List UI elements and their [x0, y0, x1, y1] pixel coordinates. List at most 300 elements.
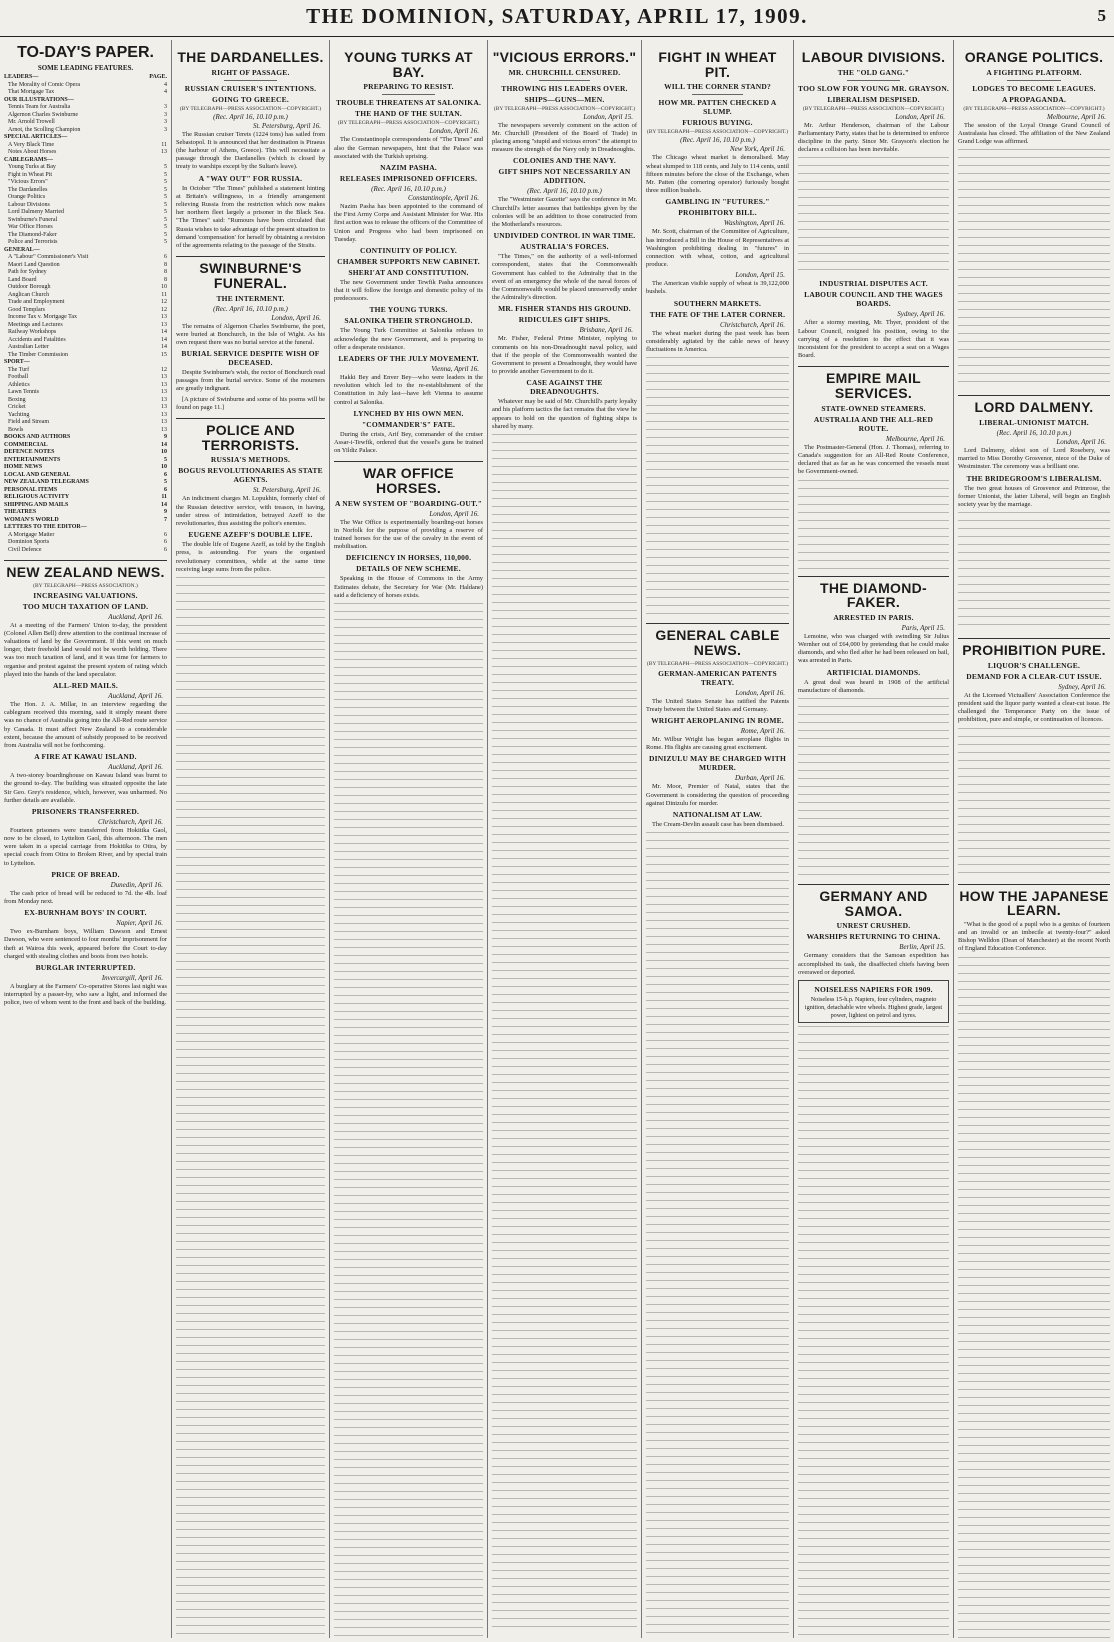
section-subhead: GIFT SHIPS NOT NECESSARILY AN ADDITION. — [498, 167, 631, 186]
article-body: The "Westminster Gazette" says the conference in Mr. Churchill's letter assumes that battleships given by the colonies will be an addition to those constructed from the Motherland's resources. — [492, 196, 637, 228]
section-subhead: DEFICIENCY IN HORSES, 110,000. — [345, 553, 472, 563]
section-subhead: UNDIVIDED CONTROL IN WAR TIME. — [493, 231, 636, 241]
toc-heading: TO-DAY'S PAPER. — [17, 44, 154, 61]
divider — [224, 80, 276, 81]
nz-story-body: A burglary at the Farmers' Co-operative Stores last night was interrupted by a passer-by, who saw a light, and informed the police, two of whom went to the front and back of the building. — [4, 982, 167, 1007]
toc-entry-title: Trade and Employment — [8, 299, 65, 305]
toc-entry — [4, 127, 167, 135]
section-subhead: THE FATE OF THE LATER CORNER. — [649, 309, 786, 319]
article-body: "The Times," on the authority of a well-informed correspondent, states that the Commonwealth Government has cabled to the Admiralty that in the event of an emergency the whole of the naval forces of the Commonwealth would be placed unreservedly under the Admiralty's direction. — [492, 253, 637, 302]
toc-entry — [4, 509, 167, 517]
section-subhead: THE BRIDEGROOM'S LIBERALISM. — [966, 473, 1102, 483]
section-subhead: COLONIES AND THE NAVY. — [512, 156, 617, 166]
police-terrorists-headline: POLICE AND TERRORISTS. — [176, 418, 325, 452]
dardanelles-sub-3: GOING TO GREECE. — [212, 94, 289, 104]
section-subhead: NAZIM PASHA. — [380, 162, 437, 172]
article-body: "What is the good of a pupil who is a genius of fourteen and an invalid or an imbecile at twenty-four?" asked Bishop Welldon (Dean of Manchester) at the recent North of England Education Conference. — [958, 920, 1110, 953]
toc-entry-page: 3 — [164, 126, 167, 133]
section-subhead: WILL THE CORNER STAND? — [664, 82, 771, 92]
toc-entry-title: Land Board — [8, 276, 37, 283]
section-subhead: A "WAY OUT" FOR RUSSIA. — [198, 173, 303, 183]
dateline: Melbourne, April 16. — [1047, 112, 1106, 121]
toc-entry-title: Cricket — [8, 404, 26, 410]
toc-entry — [4, 299, 167, 307]
article-body: An indictment charges M. Lopukhin, formerly chief of the Russian detective service, with treason, in having, under stress of intimidation, betrayed Azeff to the revolutionaries, thus assisting the police's enemies. — [176, 495, 325, 527]
section-subhead: INDUSTRIAL DISPUTES ACT. — [819, 279, 928, 289]
toc-entry-page: 6 — [164, 539, 167, 545]
napier-advertisement — [798, 980, 949, 1023]
section-subhead: GERMAN-AMERICAN PATENTS TREATY. — [658, 668, 777, 687]
dardanelles-headline: THE DARDANELLES. — [177, 49, 324, 65]
article-body: Speaking in the House of Commons in the Army Estimates debate, the Secretary for War (Mr. Haldane) said a deficiency of horses exists. — [334, 575, 483, 599]
nz-story — [4, 681, 167, 750]
toc-entry-page: 13 — [161, 396, 167, 403]
toc-entry-page: 6 — [164, 471, 167, 478]
toc-entry-title: Swinburne's Funeral — [8, 216, 58, 223]
dateline: Paris, April 15. — [901, 623, 945, 632]
section-subhead: WARSHIPS RETURNING TO CHINA. — [806, 932, 941, 942]
nz-story-body: A two-storey boardinghouse on Kawau Island was burnt to the ground to-day. The building was situated opposite the late Sir Geo. Grey's residence, which, however, was unharmed. No further details are available. — [4, 772, 167, 804]
toc-entry-title: ENTERTAINMENTS — [4, 456, 61, 463]
toc-entry-page: 3 — [164, 104, 167, 110]
dateline: London, April 16. — [429, 509, 479, 518]
toc-entry-title: War Office Horses — [8, 224, 53, 230]
toc-entry — [4, 172, 167, 180]
toc-entry-title: SPECIAL ARTICLES— — [4, 134, 68, 140]
dateline: Melbourne, April 16. — [886, 434, 945, 443]
nz-story — [4, 870, 167, 906]
toc-entry-page: 5 — [164, 479, 167, 485]
toc-entry-page: 5 — [164, 201, 167, 208]
toc-entry-title: Bowls — [8, 426, 24, 433]
nz-stories — [4, 591, 167, 1008]
column-orange-politics — [954, 40, 1114, 1638]
toc-entry — [4, 524, 167, 532]
toc-entry — [4, 292, 167, 300]
toc-entry-title: The Morality of Comic Opera — [8, 81, 80, 88]
toc-entry-title: CABLEGRAMS— — [4, 156, 54, 163]
toc-entry-page: 8 — [164, 276, 167, 283]
toc-entry — [4, 457, 167, 465]
toc-entry-page: 11 — [161, 494, 167, 500]
toc-entry-page: 5 — [164, 194, 167, 200]
toc-entry — [4, 337, 167, 345]
toc-entry-title: A Very Black Time — [8, 141, 55, 148]
toc-entry-page: 14 — [161, 329, 167, 335]
article-body: After a stormy meeting, Mr. Thyer, president of the Labour Council, resigned his position, owing to the carrying of a resolution to the effect that it was inconsistent for the president to accept a seat on a Wages Board. — [798, 319, 949, 360]
labour-divisions-headline: LABOUR DIVISIONS. — [801, 49, 946, 65]
column-labour-divisions — [794, 40, 954, 1638]
dateline: London, April 15. — [735, 271, 785, 280]
section-subhead: NATIONALISM AT LAW. — [672, 809, 763, 819]
toc-entry-page: 12 — [161, 306, 167, 313]
toc-entry — [4, 149, 167, 157]
toc-entry-title: The Timber Commission — [8, 351, 69, 358]
dateline: London, April 15. — [583, 112, 633, 121]
article-body: Despite Swinburne's wish, the rector of Bonchurch read passages from the burial service. Some of the mourners are greatly indignant. — [176, 369, 325, 393]
article-body: Germany considers that the Samoan expedition has accomplished its task, the disaffected chiefs having been overawed or deported. — [798, 952, 949, 976]
column-text-lines — [646, 832, 789, 1638]
nz-story-head: BURGLAR INTERRUPTED. — [35, 962, 136, 972]
nz-story-body: Fourteen prisoners were transferred from Hokitika Gaol, now to be closed, to Lyttelton Gaol, this afternoon. The men were taken in a special carriage from Hokitika to Otira, by special coach from Otira to Broken River, and by special train to Lyttelton. — [4, 826, 167, 867]
toc-entry-title: SPORT— — [4, 359, 30, 365]
toc-entry-page: 5 — [164, 216, 167, 223]
section-subhead: "COMMANDER'S" FATE. — [361, 419, 456, 429]
nz-story-head: ALL-RED MAILS. — [53, 681, 118, 690]
dateline: London, April 16. — [1056, 437, 1106, 446]
toc-entry-page: 12 — [161, 299, 167, 305]
toc-entry-page: 6 — [164, 546, 167, 553]
nz-story-head: A FIRE AT KAWAU ISLAND. — [34, 752, 137, 762]
column-young-turks — [330, 40, 488, 1638]
toc-entry-page: 13 — [161, 389, 167, 395]
toc-entry-title: Labour Divisions — [8, 201, 50, 208]
dateline: Washington, April 16. — [723, 219, 785, 228]
diamond-faker-headline: THE DIAMOND-FAKER. — [798, 576, 949, 610]
toc-entry-page: 5 — [164, 231, 167, 238]
toc-entry-page: 5 — [164, 209, 167, 215]
article-body: The Russian cruiser Terets (1224 tons) has sailed from Sebastopol. It is announced that her destination is Piraeus (the harbour of Athens, Greece). This will necessitate a passage through the Dardanelles (which is closed by treaty to warships except by the Sultan's leave). — [176, 130, 325, 171]
article-body: The wheat market during the past week has been considerably agitated by the cable news of heavy fluctuations in America. — [646, 329, 789, 353]
toc-entry-page: 7 — [164, 516, 167, 523]
toc-leaders-label: LEADERS— — [4, 74, 39, 80]
column-text-lines — [958, 149, 1110, 389]
section-subhead: LIQUOR'S CHALLENGE. — [987, 660, 1081, 670]
article-body: The newspapers severely comment on the action of Mr. Churchill (President of the Board of Trade) in placing among "stupid and vicious errors" the attempt to measure the strength of the Navy only in Dreadnoughts. — [492, 121, 637, 154]
vicious-errors-headline: "VICIOUS ERRORS." — [492, 49, 637, 65]
nz-story — [4, 908, 167, 961]
toc-entry-page: 6 — [164, 254, 167, 260]
toc-entry-title: Income Tax v. Mortgage Tax — [8, 314, 78, 320]
toc-entry-title: COMMERCIAL — [4, 441, 48, 448]
section-subhead: RELEASES IMPRISONED OFFICERS. — [339, 173, 478, 183]
toc-entry-page: 14 — [161, 441, 167, 448]
prohibition-pure-headline: PROHIBITION PURE. — [958, 638, 1110, 658]
toc-entry — [4, 329, 167, 337]
toc-entry — [4, 449, 167, 457]
column-text-lines — [798, 157, 949, 277]
toc-entry-page: 8 — [164, 269, 167, 275]
toc-page-label: PAGE. — [149, 74, 167, 80]
toc-entry-title: That Mortgage Tax — [8, 89, 55, 95]
section-subhead: LYNCHED BY HIS OWN MEN. — [353, 408, 464, 418]
toc-entry-title: Path for Sydney — [8, 269, 47, 275]
toc-entry-title: SHIPPING AND MAILS — [4, 501, 69, 508]
press-credit: (BY TELEGRAPH—PRESS ASSOCIATION—COPYRIGHT.) — [963, 105, 1105, 112]
toc-entry-title: Police and Terrorists — [8, 239, 58, 245]
column-text-lines — [798, 698, 949, 878]
section-subhead: BOGUS REVOLUTIONARIES AS STATE AGENTS. — [178, 466, 323, 485]
column-text-lines — [958, 728, 1110, 878]
section-subhead: BURIAL SERVICE DESPITE WISH OF DECEASED. — [181, 349, 320, 368]
nz-story-head: PRISONERS TRANSFERRED. — [31, 806, 140, 816]
toc-entry-title: RELIGIOUS ACTIVITY — [4, 494, 70, 500]
section-subhead: HOW MR. PATTEN CHECKED A SLUMP. — [658, 98, 777, 117]
press-credit: (BY TELEGRAPH—PRESS ASSOCIATION—COPYRIGHT.) — [802, 105, 945, 112]
toc-entry-page: 14 — [161, 344, 167, 350]
toc-entry-title: HOME NEWS — [4, 464, 43, 470]
toc-entry — [4, 487, 167, 495]
toc-entry-title: Dominion Sports — [8, 539, 50, 545]
toc-entry — [4, 157, 167, 165]
toc-entry-page: 13 — [161, 374, 167, 380]
article-body: The session of the Loyal Orange Grand Council of Australasia has closed. The affiliation of the New Zealand Grand Lodge was affirmed. — [958, 121, 1110, 146]
column-text-lines — [958, 512, 1110, 632]
dateline: Rome, April 16. — [740, 726, 785, 735]
section-subhead: ARTIFICIAL DIAMONDS. — [826, 667, 921, 677]
toc-entry-title: Boxing — [8, 396, 26, 403]
toc-entry-title: NEW ZEALAND TELEGRAMS — [4, 479, 89, 485]
toc-entry-title: The Dardanelles — [8, 186, 48, 193]
toc-entry-page: 5 — [164, 456, 167, 463]
toc-entry — [4, 232, 167, 240]
received-date: (Rec. April 16, 10.10 p.m.) — [996, 428, 1072, 437]
nz-story-body: At a meeting of the Farmers' Union to-day, the president (Colonel Allen Bell) drew attention to the continual increase of valuations of land by the Government. If this went on much longer, their freehold land would not be worth holding. There was too much taxation of land, and it was time for farmers to organise and protest against the present system of rating which played into the hands of the land speculator. — [4, 621, 167, 678]
toc-entry-page: 11 — [161, 141, 167, 148]
toc-entry-page: 3 — [164, 111, 167, 118]
article-body: The Postmaster-General (Hon. J. Thomas), referring to Canada's suggestion for an All-Red Route Conference, declared that as far as he was concerned the vessels must be Government-owned. — [798, 443, 949, 476]
toc-entry — [4, 89, 167, 97]
toc-entry-title: OUR ILLUSTRATIONS— — [4, 96, 74, 103]
toc-entry-title: BOOKS AND AUTHORS — [4, 434, 71, 440]
lord-dalmeny-headline: LORD DALMENY. — [958, 395, 1110, 415]
toc-entry-title: Railway Workshops — [8, 329, 57, 335]
nz-story-subhead: TOO MUCH TAXATION OF LAND. — [22, 601, 149, 611]
section-subhead: THE YOUNG TURKS. — [369, 305, 448, 315]
toc-entry-page: 5 — [164, 186, 167, 193]
divider — [1007, 80, 1060, 81]
toc-entry — [4, 479, 167, 487]
toc-entry — [4, 134, 167, 142]
toc-entry — [4, 359, 167, 367]
dateline: London, April 16. — [895, 112, 945, 121]
toc-entry — [4, 532, 167, 540]
toc-entry — [4, 442, 167, 450]
toc-list — [4, 82, 167, 555]
toc-entry-title: Lord Dalmeny Married — [8, 209, 64, 215]
toc-entry-page: 14 — [161, 501, 167, 508]
toc-entry-title: LOCAL AND GENERAL — [4, 471, 71, 478]
section-subhead: WRIGHT AEROPLANING IN ROME. — [651, 715, 784, 725]
dateline: London, April 16. — [429, 127, 479, 136]
toc-entry-title: Outdoor Borough — [8, 284, 51, 290]
dateline: Vienna, April 16. — [431, 365, 479, 373]
divider — [539, 80, 590, 81]
column-text-lines — [798, 480, 949, 570]
dateline: Sydney, April 16. — [897, 310, 945, 319]
japanese-learn-headline: HOW THE JAPANESE LEARN. — [958, 884, 1110, 918]
article-body: Hakki Bey and Enver Bey—who were leaders in the revolution which led to the re-establishment of the Constitution in July last—have left Vienna to assume control at Salonika. — [334, 374, 483, 406]
germany-samoa-headline: GERMANY AND SAMOA. — [798, 884, 949, 918]
war-office-horses-headline: WAR OFFICE HORSES. — [334, 461, 483, 495]
article-note: [A picture of Swinburne and some of his poems will be found on page 11.] — [176, 395, 325, 411]
toc-entry-title: Mr. Arnold Trowell — [8, 119, 55, 125]
toc-entry-page: 13 — [161, 314, 167, 320]
toc-entry-title: Football — [8, 374, 29, 380]
press-credit: (BY TELEGRAPH—PRESS ASSOCIATION—COPYRIGHT.) — [646, 129, 789, 136]
toc-entry-page: 13 — [161, 404, 167, 410]
toc-entry — [4, 119, 167, 127]
dateline: Christchurch, April 16. — [720, 320, 785, 329]
toc-entry-page: 11 — [161, 291, 167, 298]
section-subhead: DINIZULU MAY BE CHARGED WITH MURDER. — [648, 754, 786, 773]
toc-entry-page: 4 — [164, 89, 167, 95]
nz-story-dateline: Christchurch, April 16. — [98, 817, 163, 826]
toc-entry — [4, 179, 167, 187]
dateline: St. Petersburg, April 16. — [252, 121, 321, 130]
toc-entry — [4, 412, 167, 420]
section-subhead: A PROPAGANDA. — [1001, 94, 1067, 104]
toc-entry-page: 9 — [164, 434, 167, 440]
section-subhead: TROUBLE THREATENS AT SALONIKA. — [335, 98, 482, 108]
article-body: Nazim Pasha has been appointed to the command of the First Army Corps and Assistant Minister for War. His first action was to release the officers of the Committee of Union and Progress who had been imprisoned on Tuesday. — [334, 202, 483, 243]
toc-entry-title: The Turf — [8, 366, 30, 373]
section-subhead: LODGES TO BECOME LEAGUES. — [972, 83, 1096, 93]
nz-story — [4, 752, 167, 805]
toc-entry — [4, 397, 167, 405]
section-subhead: A NEW SYSTEM OF "BOARDING-OUT." — [334, 498, 483, 508]
toc-entry — [4, 494, 167, 502]
toc-entry — [4, 307, 167, 315]
article-body: The remains of Algernon Charles Swinburne, the poet, were buried at Bonchurch, in the Isle of Wight. As his own request there was no burial service at the funeral. — [176, 322, 325, 346]
nz-story-body: The cash price of bread will be reduced to 7d. the 4lb. loaf from Monday next. — [4, 889, 167, 905]
toc-entry-page: 5 — [164, 239, 167, 245]
toc-entry — [4, 502, 167, 510]
toc-entry — [4, 217, 167, 225]
section-subhead: THE "OLD GANG." — [837, 67, 910, 77]
toc-entry — [4, 239, 167, 247]
nz-story — [4, 963, 167, 1008]
toc-entry — [4, 202, 167, 210]
toc-entry-page: 13 — [161, 381, 167, 388]
column-text-lines — [798, 1026, 949, 1638]
article-body: Whatever may be said of Mr. Churchill's party loyalty and his platform tactics the fact remains that the view he appears to hold on the question of fighting ships is shared by many. — [492, 398, 637, 430]
dateline: Berlin, April 15. — [899, 943, 945, 952]
nz-story-head: PRICE OF BREAD. — [51, 869, 120, 879]
column-contents — [0, 40, 172, 1638]
section-subhead: TOO SLOW FOR YOUNG MR. GRAYSON. — [798, 83, 950, 93]
general-cable-news-headline: GENERAL CABLE NEWS. — [646, 623, 789, 657]
toc-entry — [4, 187, 167, 195]
toc-entry — [4, 247, 167, 255]
column-wheat-pit — [642, 40, 794, 1638]
toc-entry — [4, 142, 167, 150]
toc-entry — [4, 419, 167, 427]
page-number: 5 — [1097, 6, 1106, 25]
toc-entry-page: 13 — [161, 321, 167, 328]
toc-entry-title: GENERAL— — [4, 246, 40, 253]
toc-leaders-row — [4, 74, 167, 82]
column-text-lines — [176, 577, 325, 1638]
toc-entry-page: 10 — [161, 464, 167, 470]
toc-entry — [4, 374, 167, 382]
section-subhead: GAMBLING IN "FUTURES." — [665, 197, 770, 207]
nz-news-credit: (BY TELEGRAPH—PRESS ASSOCIATION.) — [33, 582, 138, 589]
nz-story — [4, 591, 167, 679]
nz-story-body: Two ex-Burnham boys, William Dawson and Ernest Dawson, who were sentenced to four months' imprisonment for theft at Wairoa this week, appeared before the Court to-day charged with stealing clothes and boots from two hotels. — [4, 928, 167, 960]
section-subhead: RUSSIA'S METHODS. — [210, 455, 291, 465]
toc-entry — [4, 404, 167, 412]
toc-entry-page: 6 — [164, 486, 167, 493]
dateline: Durban, April 16. — [734, 774, 785, 783]
toc-entry-title: Anglican Church — [8, 291, 50, 298]
nz-story-head: INCREASING VALUATIONS. — [33, 590, 138, 600]
toc-entry-title: A Mortgage Matter — [8, 531, 55, 538]
toc-entry — [4, 254, 167, 262]
toc-entry — [4, 382, 167, 390]
press-credit: (BY TELEGRAPH—PRESS ASSOCIATION—COPYRIGHT.) — [179, 105, 322, 112]
toc-entry-page: 13 — [161, 426, 167, 433]
article-body: The Young Turk Committee at Salonika refuses to acknowledge the new Government, and is preparing to offer a desperate resistance. — [334, 327, 483, 351]
toc-entry-title: Accidents and Fatalities — [8, 336, 66, 343]
swinburne-headline: SWINBURNE'S FUNERAL. — [176, 256, 325, 290]
section-subhead: LEADERS OF THE JULY MOVEMENT. — [338, 354, 479, 363]
article-body: Lemoine, who was charged with swindling Sir Julius Wernher out of £64,000 by pretending that he could make diamonds, and who fled after he had been released on bail, was arrested in Paris. — [798, 632, 949, 665]
toc-entry-title: THEATRES — [4, 509, 37, 515]
article-body: Mr. Scott, chairman of the Committee of Agriculture, has introduced a Bill in the House of Representatives at Washington prohibiting dealing in "futures" in connection with wheat, cotton, and agricultural produce. — [646, 228, 789, 269]
nz-story-dateline: Dunedin, April 16. — [110, 880, 163, 889]
toc-entry-page: 12 — [161, 366, 167, 373]
toc-entry — [4, 352, 167, 360]
toc-entry-title: Good Templars — [8, 306, 45, 313]
section-subhead: SHERI'AT AND CONSTITUTION. — [348, 267, 469, 277]
toc-subheading: SOME LEADING FEATURES. — [37, 64, 134, 72]
toc-entry — [4, 224, 167, 232]
toc-entry-page: 15 — [161, 351, 167, 358]
section-subhead: DETAILS OF NEW SCHEME. — [356, 564, 461, 574]
toc-entry-title: Young Turks at Bay — [8, 164, 56, 170]
wheat-pit-headline: FIGHT IN WHEAT PIT. — [658, 49, 777, 80]
dateline: Brisbane, April 16. — [579, 326, 633, 335]
article-body: The War Office is experimentally boarding-out horses in Norfolk for the purpose of providing a reserve of trained horses for the use of the cavalry in the event of mobilisation. — [334, 518, 483, 551]
article-body: Mr. Fisher, Federal Prime Minister, replying to comments on his non-Dreadnought naval policy, said that if the people of the Commonwealth wanted the Government to present a Dreadnought, they would have to provide another Government to do it. — [492, 335, 637, 376]
dateline: Sydney, April 16. — [1058, 682, 1106, 691]
section-subhead: LABOUR COUNCIL AND THE WAGES BOARDS. — [804, 290, 943, 309]
article-body: Mr. Arthur Henderson, chairman of the Labour Parliamentary Party, states that he is determined to enforce discipline in the party. Since Mr. Grayson's election he declares a collision has been inevitable. — [798, 121, 949, 154]
toc-entry-page: 13 — [161, 149, 167, 155]
column-dardanelles — [172, 40, 330, 1638]
dateline: London, April 16. — [271, 313, 321, 322]
orange-politics-headline: ORANGE POLITICS. — [964, 49, 1104, 65]
article-body: Mr. Wilbur Wright has begun aeroplane flights in Rome. His flights are causing great excitement. — [646, 735, 789, 752]
article-body: In October "The Times" published a statement hinting at Britain's willingness, in a friendly arrangement relieving Russia from the restriction which now makes her northern fleet largely a prisoner in the Black Sea. "The Times" said: "Rumours have been circulated that Russia wishes to take advantage of the present situation to demand 'compensation' for herself by obtaining a revision of the agreements relating to the passage of the Straits. — [176, 184, 325, 249]
masthead — [0, 0, 1114, 37]
dardanelles-sub-2: RUSSIAN CRUISER'S INTENTIONS. — [184, 83, 317, 93]
received-date: (Rec. April 16, 10.10 p.m.) — [527, 187, 602, 196]
toc-entry-title: Orange Politics — [8, 194, 46, 200]
section-subhead: THE HAND OF THE SULTAN. — [355, 109, 462, 119]
toc-entry — [4, 104, 167, 112]
section-subhead: LIBERAL-UNIONIST MATCH. — [979, 417, 1089, 427]
toc-entry — [4, 389, 167, 397]
toc-entry-page: 8 — [164, 261, 167, 268]
section-subhead: FURIOUS BUYING. — [682, 118, 753, 128]
article-body: The Chicago wheat market is demoralised. May wheat slumped to 118 cents, and July to 114 cents, until fifteen minutes before the close of the Exchange, when Mr. Patten (the cornering operator) furiously bought three million bushels. — [646, 154, 789, 195]
toc-entry — [4, 164, 167, 172]
nz-story-dateline: Auckland, April 16. — [108, 763, 163, 772]
toc-entry — [4, 427, 167, 435]
column-text-lines — [646, 357, 789, 617]
toc-entry — [4, 262, 167, 270]
toc-entry — [4, 367, 167, 375]
nz-story-dateline: Napier, April 16. — [116, 919, 163, 928]
article-body: Lord Dalmeny, eldest son of Lord Rosebery, was married to Miss Dorothy Grosvenor, niece of the Duke of Westminster. The ceremony was a brilliant one. — [958, 446, 1110, 471]
toc-entry-page: 10 — [161, 449, 167, 455]
toc-entry-title: Meetings and Lectures — [8, 321, 63, 328]
article-body: At the Licensed Victuallers' Association Conference the president said the liquor party wanted a clear-cut issue. He challenged the Temperance Party on the issue of prohibition, pure and simple, or continuation of licences. — [958, 691, 1110, 724]
toc-entry — [4, 547, 167, 555]
toc-entry — [4, 472, 167, 480]
